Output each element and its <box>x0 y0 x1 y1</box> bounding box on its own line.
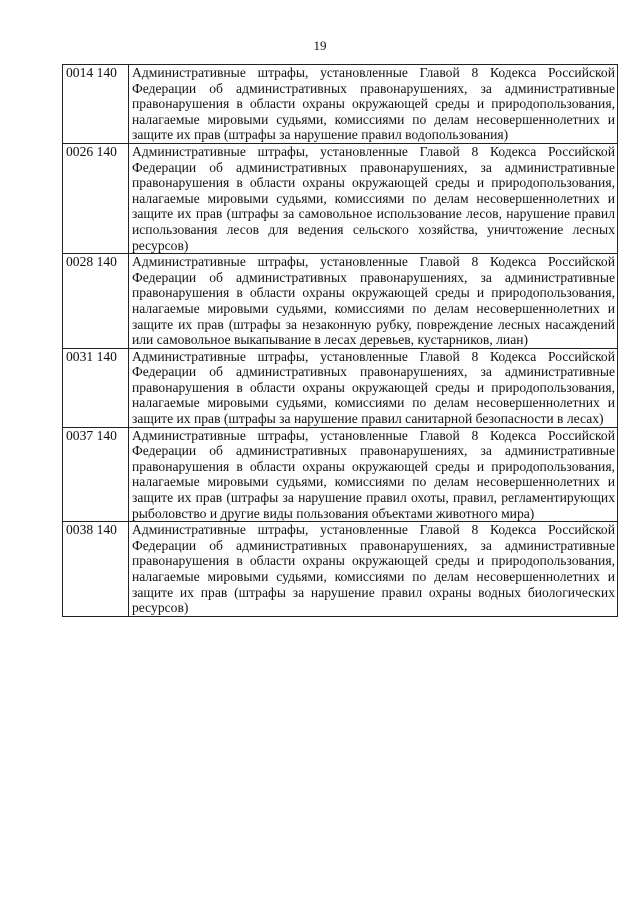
fines-table <box>62 64 618 617</box>
page-number: 19 <box>313 38 327 53</box>
fine-description: Административные штрафы, установленные Главой 8 Кодекса Российской Федерации об административных правонарушениях, за административные правонарушения в области охраны окружающей среды и природопользования, налагаемые мировыми судьями, комиссиями по делам несовершеннолетних и защите их прав (штрафы за незаконную рубку, повреждение лесных насаждений или самовольное выкапывание в лесах деревьев, кустарников, лиан) <box>129 254 618 349</box>
fine-description: Административные штрафы, установленные Главой 8 Кодекса Российской Федерации об административных правонарушениях, за административные правонарушения в области охраны окружающей среды и природопользования, налагаемые мировыми судьями, комиссиями по делам несовершеннолетних и защите их прав (штрафы за нарушение правил санитарной безопасности в лесах) <box>129 348 618 427</box>
table-row <box>63 348 618 427</box>
fine-description: Административные штрафы, установленные Главой 8 Кодекса Российской Федерации об административных правонарушениях, за административные правонарушения в области охраны окружающей среды и природопользования, налагаемые мировыми судьями, комиссиями по делам несовершеннолетних и защите их прав (штрафы за нарушение правил охраны водных биологических ресурсов) <box>129 522 618 617</box>
fine-description: Административные штрафы, установленные Главой 8 Кодекса Российской Федерации об административных правонарушениях, за административные правонарушения в области охраны окружающей среды и природопользования, налагаемые мировыми судьями, комиссиями по делам несовершеннолетних и защите их прав (штрафы за самовольное использование лесов, нарушение правил использования лесов для ведения сельского хозяйства, уничтожение лесных ресурсов) <box>129 143 618 253</box>
fine-description: Административные штрафы, установленные Главой 8 Кодекса Российской Федерации об административных правонарушениях, за административные правонарушения в области охраны окружающей среды и природопользования, налагаемые мировыми судьями, комиссиями по делам несовершеннолетних и защите их прав (штрафы за нарушение правил водопользования) <box>129 65 618 144</box>
classification-code: 0038 140 <box>63 522 129 617</box>
classification-code: 0028 140 <box>63 254 129 349</box>
fine-description: Административные штрафы, установленные Главой 8 Кодекса Российской Федерации об административных правонарушениях, за административные правонарушения в области охраны окружающей среды и природопользования, налагаемые мировыми судьями, комиссиями по делам несовершеннолетних и защите их прав (штрафы за нарушение правил охоты, правил, регламентирующих рыболовство и другие виды пользования объектами животного мира) <box>129 427 618 522</box>
table-row <box>63 427 618 522</box>
classification-code: 0026 140 <box>63 143 129 253</box>
table-row <box>63 143 618 253</box>
classification-code: 0014 140 <box>63 65 129 144</box>
classification-code: 0037 140 <box>63 427 129 522</box>
table-row <box>63 254 618 349</box>
classification-code: 0031 140 <box>63 348 129 427</box>
table-row <box>63 522 618 617</box>
table-row <box>63 65 618 144</box>
